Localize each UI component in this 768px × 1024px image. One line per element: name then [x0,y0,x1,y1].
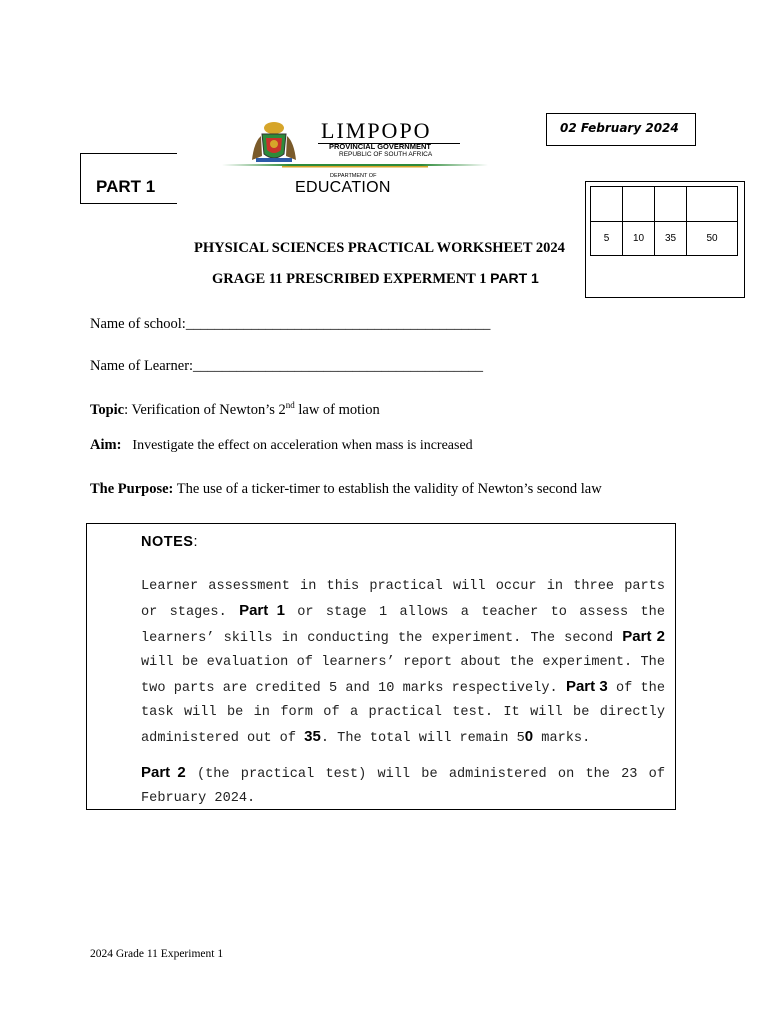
limpopo-education-logo [222,118,488,198]
logo-department: DEPARTMENT OF [330,173,377,179]
notes-text: Learner assessment in this practical will occur in three parts or stages. [141,579,665,620]
notes-box [86,523,676,810]
marks-part1: 5 [591,222,623,256]
notes-0-bold: 0 [524,728,534,745]
date-box [546,113,696,146]
marks-total: 50 [687,222,738,256]
notes-text: of the task will be in form of a practical test. It will be directly administered out of [141,681,665,746]
topic-text-end: law of motion [294,401,380,418]
purpose-text: The use of a ticker-timer to establish the validity of Newton’s second law [173,481,602,497]
page-footer: 2024 Grade 11 Experiment 1 [90,948,224,960]
marks-table [590,186,738,256]
logo-title: LIMPOPO [321,118,432,143]
coat-of-arms-icon [248,120,300,164]
aim-label: Aim: [90,437,122,453]
marks-cell-empty [591,187,623,222]
marks-part3: 35 [655,222,687,256]
notes-text: (the practical test) will be administered on the 23 of February 2024. [141,767,665,806]
notes-text: . The total will remain 5 [320,731,525,746]
notes-paragraph-2 [141,761,665,811]
logo-subtitle-1: PROVINCIAL GOVERNMENT [329,142,431,151]
topic-label: Topic [90,401,125,418]
notes-35-bold: 35 [304,728,321,745]
aim-line [90,437,473,454]
part-label-box [80,153,177,204]
part-label: PART 1 [96,177,156,196]
notes-paragraph-1 [141,575,665,751]
marks-box [585,181,745,298]
notes-text: or stage 1 allows a teacher to assess the learners’ skills in conducting the experiment. The second [141,605,665,646]
school-name-field[interactable]: Name of school:__________________________________________ [90,316,491,332]
notes-part1-bold: Part 1 [239,602,285,619]
marks-part2: 10 [623,222,655,256]
experiment-title [212,270,539,288]
purpose-label: The Purpose: [90,481,174,497]
marks-cell-empty [655,187,687,222]
topic-text: : Verification of Newton’s 2 [124,401,286,418]
experiment-title-text: GRAGE 11 PRESCRIBED EXPERMENT 1 [212,271,491,287]
topic-line [90,400,380,419]
notes-part3-bold: Part 3 [565,678,608,695]
experiment-title-part: PART 1 [490,270,539,286]
notes-text: will be evaluation of learners’ report about the experiment. The two parts are credited 5 and 10 marks respectively. [141,655,665,696]
marks-cell-empty [623,187,655,222]
topic-superscript: nd [285,400,295,410]
logo-subtitle-2: REPUBLIC OF SOUTH AFRICA [339,151,433,158]
worksheet-title: PHYSICAL SCIENCES PRACTICAL WORKSHEET 2024 [194,240,565,256]
purpose-line [90,481,602,498]
notes-title [141,534,198,550]
notes-text: marks. [533,731,591,746]
marks-cell-empty [687,187,738,222]
aim-text: Investigate the effect on acceleration when mass is increased [132,438,473,453]
notes-part2-bold: Part 2 [622,628,665,645]
date-text: 02 February 2024 [560,121,679,135]
notes-title-colon: : [193,534,198,550]
logo-education: EDUCATION [295,179,391,196]
notes-part2-bold: Part 2 [141,764,186,781]
learner-name-field[interactable]: Name of Learner:________________________________________ [90,358,484,374]
notes-title-text: NOTES [141,534,194,550]
logo-stripe [222,164,488,168]
